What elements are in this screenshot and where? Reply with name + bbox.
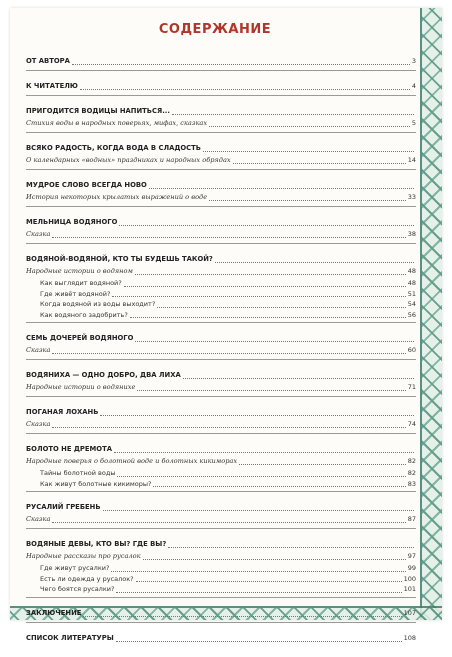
subsection-item-text: Чего боятся русалки?: [40, 585, 115, 593]
section-heading: [26, 81, 416, 92]
section-subtitle-text: Сказка: [26, 230, 51, 238]
toc-section: [26, 106, 416, 133]
page-number: 33: [407, 193, 416, 201]
dot-leader: [143, 559, 406, 560]
subsection-item: [40, 289, 416, 300]
dot-leader: [157, 307, 405, 308]
section-subtitle: [26, 456, 416, 467]
section-heading: [26, 502, 416, 513]
dot-leader: [203, 151, 414, 152]
page-number: 51: [407, 289, 416, 298]
dot-leader: [52, 427, 405, 428]
section-heading: [26, 180, 416, 191]
page-number: 54: [407, 300, 416, 308]
toc-section: [26, 502, 416, 529]
section-heading-text: ПОГАНАЯ ЛОХАНЬ: [26, 408, 99, 416]
section-heading: [26, 106, 416, 117]
subsection-item-text: Как выглядит водяной?: [40, 279, 122, 287]
dot-leader: [149, 188, 414, 189]
dot-leader: [83, 616, 401, 617]
section-subtitle: [26, 382, 416, 393]
toc-section: [26, 333, 416, 360]
section-subtitle: [26, 551, 416, 562]
page-number: 99: [407, 564, 416, 572]
section-heading-text: ЗАКЛЮЧЕНИЕ: [26, 608, 82, 617]
ornament-border-right: [420, 8, 442, 620]
toc-section: [26, 370, 416, 397]
section-heading-text: ВОДЯНЫЕ ДЕВЫ, КТО ВЫ? ГДЕ ВЫ?: [26, 540, 167, 548]
dot-leader: [135, 341, 414, 342]
table-of-contents: [26, 56, 416, 657]
section-heading: [26, 254, 416, 265]
section-subtitle-text: Народные поверья о болотной воде и болотных кикиморах: [26, 457, 238, 465]
toc-section: [26, 633, 416, 647]
dot-leader: [172, 114, 414, 115]
page-number: 71: [407, 383, 416, 391]
section-heading-text: СПИСОК ЛИТЕРАТУРЫ: [26, 633, 114, 642]
section-heading: [26, 56, 416, 67]
section-subtitle: [26, 266, 416, 277]
dot-leader: [80, 89, 410, 90]
subsection-list: [26, 563, 416, 595]
dot-leader: [136, 581, 402, 582]
dot-leader: [215, 262, 414, 263]
toc-section: [26, 56, 416, 71]
section-subtitle-text: Народные рассказы про русалок: [26, 552, 141, 560]
section-subtitle: [26, 345, 416, 356]
section-heading: [26, 539, 416, 550]
dot-leader: [116, 641, 402, 642]
dot-leader: [52, 237, 405, 238]
section-heading: [26, 217, 416, 228]
subsection-item-text: Где живут русалки?: [40, 564, 110, 572]
section-subtitle-text: О календарных «водных» праздниках и народных обрядах: [26, 156, 231, 164]
dot-leader: [116, 592, 401, 593]
dot-leader: [114, 452, 414, 453]
section-heading-text: ОТ АВТОРА: [26, 57, 70, 65]
page-number: 107: [403, 608, 416, 617]
dot-leader: [119, 225, 414, 226]
subsection-item: [40, 563, 416, 574]
subsection-item-text: Тайны болотной воды: [40, 469, 116, 477]
section-heading-text: МЕЛЬНИЦА ВОДЯНОГО: [26, 218, 118, 226]
section-subtitle: [26, 229, 416, 240]
dot-leader: [153, 486, 405, 487]
dot-leader: [137, 390, 405, 391]
dot-leader: [239, 464, 406, 465]
section-heading-text: К ЧИТАТЕЛЮ: [26, 82, 78, 90]
toc-section: [26, 444, 416, 492]
dot-leader: [209, 200, 406, 201]
page-number: 82: [407, 469, 416, 477]
section-subtitle: [26, 155, 416, 166]
page-title: СОДЕРЖАНИЕ: [158, 22, 272, 37]
page-number: 100: [403, 574, 416, 583]
section-heading-text: ВОДЯНИХА — ОДНО ДОБРО, ДВА ЛИХА: [26, 371, 181, 379]
section-subtitle-text: Сказка: [26, 420, 51, 428]
section-subtitle-text: Стихия воды в народных поверьях, мифах, сказках: [26, 119, 208, 127]
page-number: 38: [407, 230, 416, 238]
section-subtitle: [26, 192, 416, 203]
dot-leader: [103, 510, 414, 511]
page-number: 48: [407, 279, 416, 287]
page-number: 48: [407, 267, 416, 275]
dot-leader: [111, 571, 405, 572]
toc-section: [26, 539, 416, 598]
section-heading: [26, 608, 416, 619]
toc-section: [26, 81, 416, 96]
section-subtitle-text: Народные истории о водяном: [26, 267, 133, 275]
section-heading: [26, 333, 416, 344]
subsection-item: [40, 278, 416, 289]
subsection-item: [40, 584, 416, 595]
toc-section: [26, 143, 416, 170]
dot-leader: [135, 274, 406, 275]
dot-leader: [124, 286, 406, 287]
dot-leader: [72, 64, 410, 65]
subsection-item: [40, 310, 416, 321]
subsection-item-text: Когда водяной из воды выходит?: [40, 300, 156, 308]
dot-leader: [112, 296, 405, 297]
section-heading: [26, 444, 416, 455]
page-number: 82: [407, 457, 416, 465]
dot-leader: [52, 353, 405, 354]
page-number: 97: [407, 552, 416, 560]
subsection-item: [40, 574, 416, 585]
dot-leader: [233, 163, 406, 164]
page-number: 56: [407, 310, 416, 319]
page-number: 83: [407, 479, 416, 488]
dot-leader: [168, 547, 414, 548]
section-subtitle: [26, 419, 416, 430]
page-number: 108: [403, 633, 416, 642]
section-subtitle-text: Сказка: [26, 346, 51, 354]
subsection-list: [26, 468, 416, 489]
toc-section: [26, 608, 416, 623]
section-heading: [26, 407, 416, 418]
page-number: 4: [411, 82, 416, 90]
section-heading-text: ВОДЯНОЙ-ВОДЯНОЙ, КТО ТЫ БУДЕШЬ ТАКОЙ?: [26, 255, 213, 263]
section-subtitle-text: История некоторых крылатых выражений о воде: [26, 193, 208, 201]
section-subtitle: [26, 514, 416, 525]
dot-leader: [100, 415, 414, 416]
subsection-item-text: Как живут болотные кикиморы?: [40, 479, 152, 488]
dot-leader: [117, 476, 405, 477]
toc-section: [26, 407, 416, 434]
section-subtitle-text: Сказка: [26, 515, 51, 523]
subsection-item: [40, 479, 416, 490]
subsection-item-text: Как водяного задобрить?: [40, 310, 128, 319]
subsection-item: [40, 299, 416, 310]
section-heading: [26, 633, 416, 644]
section-heading: [26, 370, 416, 381]
section-heading-text: РУСАЛИЙ ГРЕБЕНЬ: [26, 503, 101, 511]
page-number: 5: [411, 119, 416, 127]
subsection-item-text: Есть ли одежда у русалок?: [40, 574, 134, 583]
section-heading-text: МУДРОЕ СЛОВО ВСЕГДА НОВО: [26, 181, 147, 189]
section-heading-text: ВСЯКО РАДОСТЬ, КОГДА ВОДА В СЛАДОСТЬ: [26, 144, 201, 152]
section-heading: [26, 143, 416, 154]
page-number: 60: [407, 346, 416, 354]
section-heading-text: БОЛОТО НЕ ДРЕМОТА: [26, 445, 112, 453]
toc-section: [26, 217, 416, 244]
page-number: 87: [407, 515, 416, 523]
toc-section: [26, 180, 416, 207]
subsection-item-text: Где живёт водяной?: [40, 289, 111, 298]
page-number: 14: [407, 156, 416, 164]
dot-leader: [209, 126, 410, 127]
subsection-list: [26, 278, 416, 320]
subsection-item: [40, 468, 416, 479]
section-heading-text: СЕМЬ ДОЧЕРЕЙ ВОДЯНОГО: [26, 334, 134, 342]
section-subtitle-text: Народные истории о водянихе: [26, 383, 136, 391]
dot-leader: [52, 522, 405, 523]
book-page: [10, 8, 442, 642]
page-number: 101: [403, 585, 416, 593]
page-number: 74: [407, 420, 416, 428]
dot-leader: [183, 378, 414, 379]
section-heading-text: ПРИГОДИТСЯ ВОДИЦЫ НАПИТЬСЯ...: [26, 107, 170, 115]
toc-section: [26, 254, 416, 323]
page-number: 3: [411, 57, 416, 65]
section-subtitle: [26, 118, 416, 129]
dot-leader: [130, 317, 406, 318]
